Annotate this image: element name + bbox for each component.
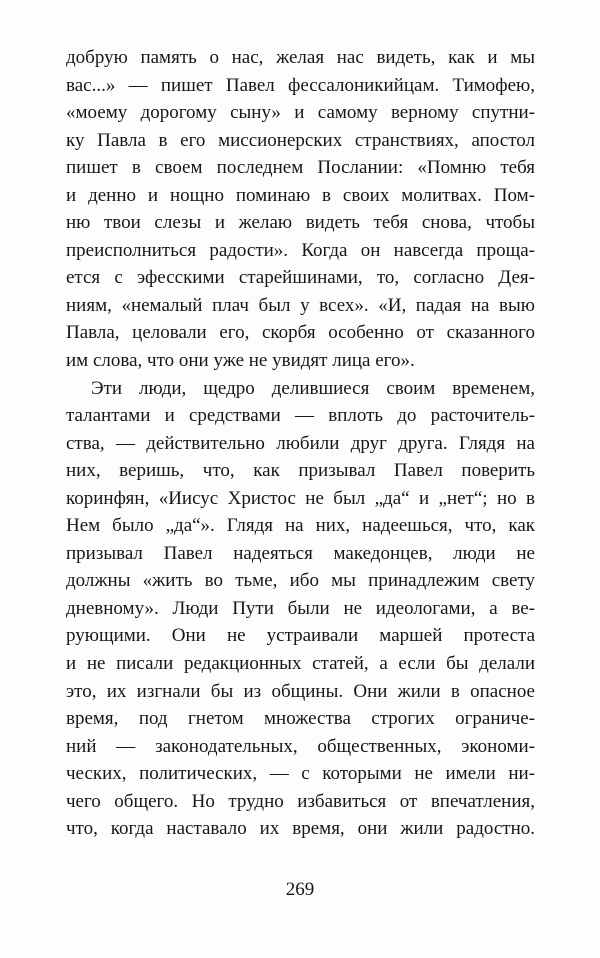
text-line: ку Павла в его миссионерских странствиях, апостол (66, 129, 535, 151)
text-line: и не писали редакционных статей, а если бы делали (66, 653, 535, 675)
text-line: ется с эфесскими старейшинами, то, согласно Дея- (66, 267, 535, 289)
text-line: вас...» — пишет Павел фессалоникийцам. Тимофею, (66, 74, 535, 96)
text-line: что, когда наставало их время, они жили радостно. (66, 818, 535, 840)
text-line: добрую память о нас, желая нас видеть, как и мы (66, 47, 535, 68)
text-line: должны «жить во тьме, ибо мы принадлежим свету (66, 570, 535, 592)
page-number: 269 (285, 879, 315, 900)
text-line: ниям, «немалый плач был у всех». «И, падая на выю (66, 294, 535, 316)
text-line: коринфян, «Иисус Христос не был „да“ и „нет“; но в (66, 487, 535, 509)
text-line: дневному». Люди Пути были не идеологами, а ве- (66, 597, 535, 619)
text-line: ню твои слезы и желаю видеть тебя снова, чтобы (66, 212, 535, 234)
text-line: ческих, политических, — с которыми не имели ни- (66, 763, 535, 785)
text-line: рующими. Они не устраивали маршей протеста (66, 625, 535, 647)
text-line: Эти люди, щедро делившиеся своим временем, (91, 377, 535, 399)
text-line: время, под гнетом множества строгих ограниче- (66, 708, 535, 730)
text-line: пишет в своем последнем Послании: «Помню тебя (66, 157, 535, 179)
text-line: талантами и средствами — вплоть до расточитель- (66, 405, 535, 427)
text-line: ний — законодательных, общественных, экономи- (66, 735, 535, 757)
text-line: ства, — действительно любили друг друга. Глядя на (66, 432, 535, 454)
text-line: них, веришь, что, как призывал Павел поверить (66, 460, 535, 482)
text-line: Нем было „да“». Глядя на них, надеешься, что, как (66, 515, 535, 537)
text-line: призывал Павел надеяться македонцев, люди не (66, 542, 535, 564)
text-line: преисполниться радости». Когда он навсегда проща- (66, 239, 535, 261)
body-text (66, 44, 535, 843)
text-line: «моему дорогому сыну» и самому верному спутни- (66, 102, 535, 124)
text-line: чего общего. Но трудно избавиться от впечатления, (66, 790, 535, 812)
text-line: это, их изгнали бы из общины. Они жили в опасное (66, 680, 535, 702)
text-line: Павла, целовали его, скорбя особенно от сказанного (66, 322, 535, 344)
text-line: и денно и нощно поминаю в своих молитвах. Пом- (66, 184, 535, 206)
text-line: им слова, что они уже не увидят лица его». (66, 350, 415, 372)
